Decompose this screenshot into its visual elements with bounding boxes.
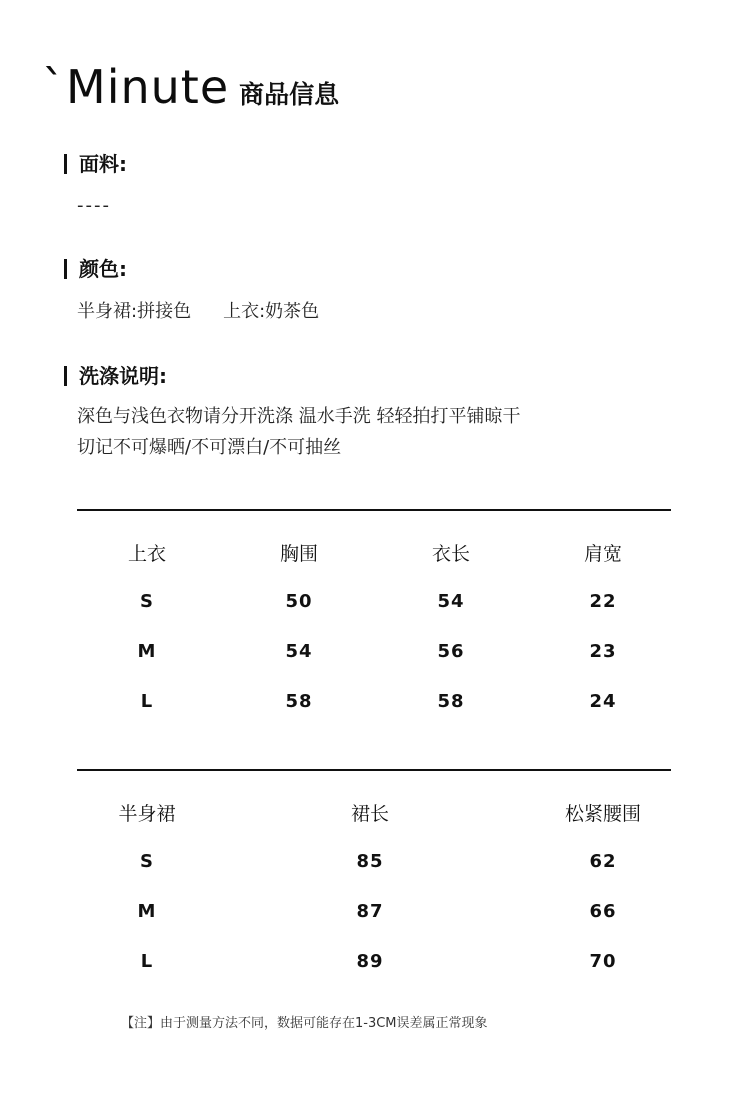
top-color: 上衣:奶茶色 <box>223 301 320 322</box>
skirt-table-cell: 89 <box>356 951 384 972</box>
top-table-cell: S <box>140 591 154 612</box>
top-table-cell: 24 <box>589 691 617 712</box>
skirt-table-cell: S <box>140 851 154 872</box>
top-table-cell: 58 <box>285 691 313 712</box>
top-table-cell: 22 <box>589 591 617 612</box>
fabric-title-label: 面料: <box>79 152 127 176</box>
top-table-cell: 23 <box>589 641 617 662</box>
section-bar <box>64 259 67 279</box>
top-table-cell: M <box>137 641 157 662</box>
skirt-table-cell: 87 <box>356 901 384 922</box>
skirt-table-header: 裙长 <box>350 803 389 825</box>
color-section-title <box>64 256 127 282</box>
top-table-header: 衣长 <box>431 543 470 565</box>
top-table-cell: 54 <box>437 591 465 612</box>
fabric-value: ---- <box>77 195 111 216</box>
brand-header <box>42 62 339 112</box>
page-title: 商品信息 <box>239 80 340 109</box>
divider-skirt-table <box>77 769 671 771</box>
top-table-cell: 50 <box>285 591 313 612</box>
skirt-color: 半身裙:拼接色 <box>77 301 192 322</box>
skirt-table-header: 半身裙 <box>118 803 176 825</box>
skirt-table-cell: 62 <box>589 851 617 872</box>
skirt-table-cell: M <box>137 901 157 922</box>
washing-section-title <box>64 363 167 389</box>
top-table-cell: 58 <box>437 691 465 712</box>
top-table-cell: L <box>140 691 154 712</box>
skirt-table-cell: L <box>140 951 154 972</box>
skirt-table-cell: 70 <box>589 951 617 972</box>
top-table-header: 胸围 <box>279 543 318 565</box>
top-table-cell: 54 <box>285 641 313 662</box>
skirt-table-cell: 66 <box>589 901 617 922</box>
section-bar <box>64 154 67 174</box>
section-bar <box>64 366 67 386</box>
washing-line-1: 深色与浅色衣物请分开洗涤 温水手洗 轻轻拍打平铺晾干 <box>77 406 521 427</box>
brand-logo-text: `Minute <box>42 60 230 114</box>
top-table-header: 肩宽 <box>583 543 622 565</box>
fabric-section-title <box>64 151 127 177</box>
color-title-label: 颜色: <box>79 257 127 281</box>
skirt-table-header: 松紧腰围 <box>564 803 641 825</box>
color-values <box>77 299 319 325</box>
top-table-cell: 56 <box>437 641 465 662</box>
washing-title-label: 洗涤说明: <box>79 364 167 388</box>
top-table-header: 上衣 <box>127 543 166 565</box>
washing-line-2: 切记不可爆晒/不可漂白/不可抽丝 <box>77 437 342 458</box>
skirt-table-cell: 85 <box>356 851 384 872</box>
measurement-note: 【注】由于测量方法不同，数据可能存在1-3CM误差属正常现象 <box>121 1016 488 1031</box>
divider-top-table <box>77 509 671 511</box>
